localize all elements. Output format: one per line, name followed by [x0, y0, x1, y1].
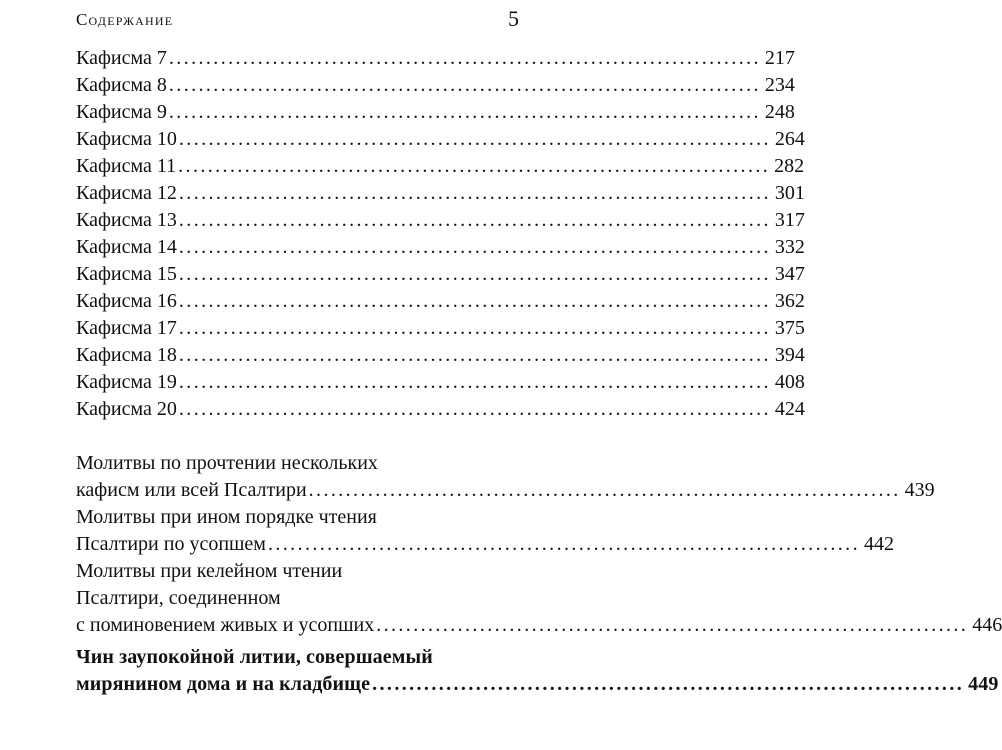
dot-leader: ................................................................................ [178, 155, 771, 177]
toc-entry-title: Кафисма 10 [76, 128, 177, 150]
toc-entry [76, 180, 805, 207]
toc-entry-final-line [76, 342, 805, 369]
toc-entry-title: Кафисма 15 [76, 263, 177, 285]
toc-page-number: 217 [764, 47, 795, 69]
toc-entry-final-line [76, 612, 1002, 639]
toc-page-number: 264 [774, 128, 805, 150]
dot-leader: ................................................................................ [178, 128, 771, 150]
toc-entry-final-line [76, 126, 805, 153]
dot-leader: ................................................................................ [168, 47, 761, 69]
toc-entry-title: Псалтири по усопшем [76, 533, 266, 555]
toc-entry-title: кафисм или всей Псалтири [76, 479, 307, 501]
toc-entry [76, 99, 795, 126]
toc-entry-final-line [76, 396, 805, 423]
toc-entry [76, 315, 805, 342]
toc-entry-title: Молитвы при келейном чтении [76, 560, 343, 582]
toc-entry [76, 558, 1002, 639]
toc-entry-title: Кафисма 19 [76, 371, 177, 393]
toc-entry-title: Кафисма 14 [76, 236, 177, 258]
toc-entry-title: Кафисма 12 [76, 182, 177, 204]
running-head-title: Содержание [76, 10, 174, 29]
page-number: 5 [508, 6, 519, 31]
dot-leader: ................................................................................ [376, 614, 969, 636]
toc-entry-final-line [76, 180, 805, 207]
dot-leader: ................................................................................ [178, 209, 771, 231]
toc-entry-final-line [76, 234, 805, 261]
toc-entry-final-line [76, 72, 795, 99]
toc-page-number: 248 [764, 101, 795, 123]
toc-entry-title: Кафисма 11 [76, 155, 177, 177]
toc-page-number: 347 [774, 263, 805, 285]
toc-entry-final-line [76, 207, 805, 234]
toc-entry [76, 450, 935, 504]
toc-entry-final-line [76, 369, 805, 396]
toc-entry [76, 45, 795, 72]
toc-page-number: 282 [774, 155, 805, 177]
dot-leader: ................................................................................ [178, 398, 771, 420]
toc-page-number: 375 [774, 317, 805, 339]
toc-entry-final-line [76, 671, 999, 698]
dot-leader: ................................................................................ [178, 290, 771, 312]
toc-entry-title: Кафисма 8 [76, 74, 167, 96]
toc-entry [76, 126, 805, 153]
toc-page-number: 424 [774, 398, 805, 420]
toc-entry-title: Псалтири, соединенном [76, 587, 281, 609]
toc-entry-title: Молитвы при ином порядке чтения [76, 506, 377, 528]
toc-page-number: 394 [774, 344, 805, 366]
toc-page-number: 439 [904, 479, 935, 501]
dot-leader: ................................................................................ [267, 533, 860, 555]
toc-entry-line [76, 558, 524, 585]
dot-leader: ................................................................................ [372, 673, 965, 695]
toc-entry-title: Кафисма 16 [76, 290, 177, 312]
dot-leader: ................................................................................ [308, 479, 901, 501]
toc-page-number: 301 [774, 182, 805, 204]
dot-leader: ................................................................................ [178, 317, 771, 339]
toc-entry [76, 644, 999, 698]
toc-entry-title: Кафисма 17 [76, 317, 177, 339]
toc-page-number: 446 [972, 614, 1002, 636]
toc-entry-title: мирянином дома и на кладбище [76, 673, 371, 695]
dot-leader: ................................................................................ [178, 236, 771, 258]
toc-page-number: 408 [774, 371, 805, 393]
toc-entry-final-line [76, 288, 805, 315]
toc-entry-title: Молитвы по прочтении нескольких [76, 452, 378, 474]
toc-entry-final-line [76, 153, 805, 180]
toc-entry-final-line [76, 315, 805, 342]
toc-entry-final-line [76, 99, 795, 126]
toc-page-number: 442 [863, 533, 894, 555]
dot-leader: ................................................................................ [178, 371, 771, 393]
toc-page-number: 332 [774, 236, 805, 258]
toc-page-number: 362 [774, 290, 805, 312]
dot-leader: ................................................................................ [168, 101, 761, 123]
toc-entry-title: Чин заупокойной литии, совершаемый [76, 646, 433, 668]
toc-entry [76, 288, 805, 315]
toc-entry-title: Кафисма 7 [76, 47, 167, 69]
toc-entry-title: Кафисма 13 [76, 209, 177, 231]
toc-entry-final-line [76, 531, 894, 558]
toc-entry-title: Кафисма 20 [76, 398, 177, 420]
toc-entry-title: Кафисма 9 [76, 101, 167, 123]
toc-entry [76, 342, 805, 369]
toc-page-number: 317 [774, 209, 805, 231]
toc-page-number: 234 [764, 74, 795, 96]
toc-entry-title: Кафисма 18 [76, 344, 177, 366]
toc-entry-line [76, 504, 524, 531]
toc-entry [76, 504, 894, 558]
toc-entry [76, 207, 805, 234]
toc-entry [76, 153, 805, 180]
toc-entry-final-line [76, 477, 935, 504]
toc-entry-title: с поминовением живых и усопших [76, 614, 375, 636]
toc-entry-line [76, 585, 524, 612]
toc-entry-final-line [76, 261, 805, 288]
toc-entry [76, 234, 805, 261]
toc-entry [76, 396, 805, 423]
dot-leader: ................................................................................ [178, 182, 771, 204]
toc-entry [76, 261, 805, 288]
dot-leader: ................................................................................ [178, 263, 771, 285]
toc-entry-final-line [76, 45, 795, 72]
dot-leader: ................................................................................ [178, 344, 771, 366]
toc-page-number: 449 [968, 673, 999, 695]
toc-entry [76, 72, 795, 99]
toc-entry-line [76, 450, 524, 477]
toc-entry-line [76, 644, 524, 671]
dot-leader: ................................................................................ [168, 74, 761, 96]
toc-entry [76, 369, 805, 396]
